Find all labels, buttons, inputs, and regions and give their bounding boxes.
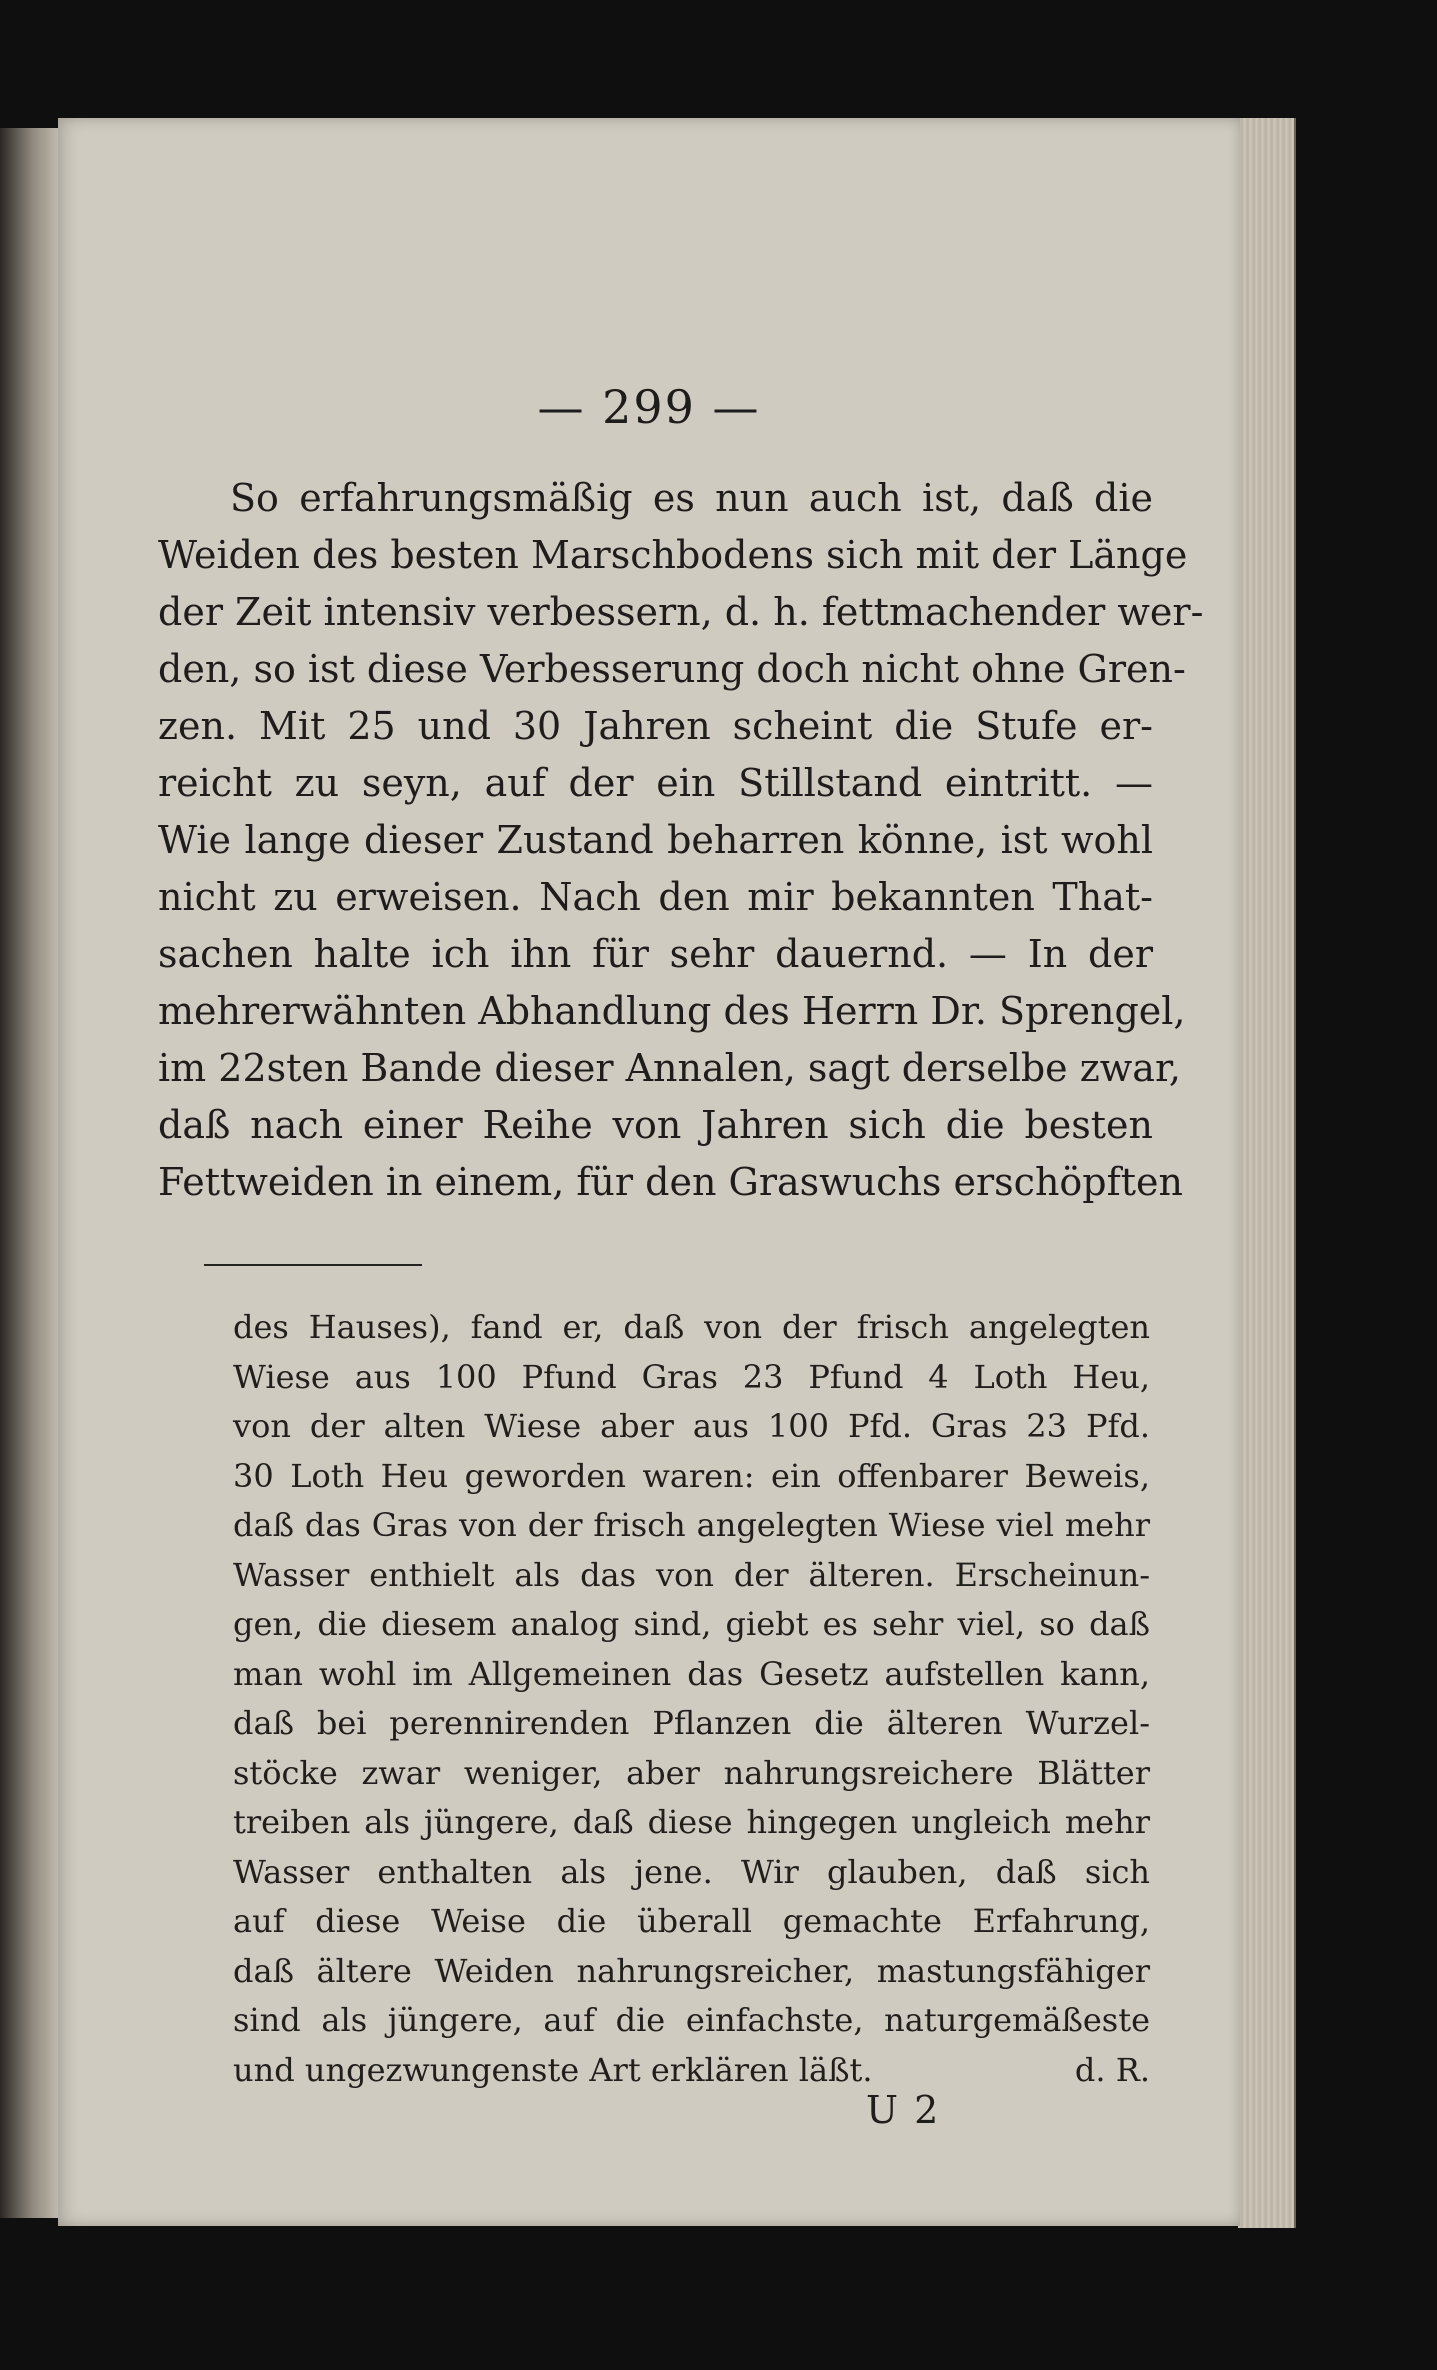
footnote-last-line xyxy=(233,2046,1150,2096)
footnote-line: des Hauses), fand er, daß von der frisch angelegten xyxy=(233,1308,1150,1346)
text-line: Fettweiden in einem, für den Graswuchs erschöpften xyxy=(158,1160,1183,1204)
footnote-line: man wohl im Allgemeinen das Gesetz aufstellen kann, xyxy=(233,1654,1150,1693)
footnote-divider xyxy=(204,1264,422,1266)
footnote-line: daß bei perennirenden Pflanzen die älteren Wurzel- xyxy=(233,1704,1150,1742)
footnote-line: auf diese Weise die überall gemachte Erfahrung, xyxy=(233,1902,1150,1940)
footnote-line: daß das Gras von der frisch angelegten Wiese viel mehr xyxy=(233,1506,1150,1544)
footnote-line: und ungezwungenste Art erklären läßt. xyxy=(233,2050,873,2089)
text-line: zen. Mit 25 und 30 Jahren scheint die Stufe er- xyxy=(158,704,1153,748)
text-line: daß nach einer Reihe von Jahren sich die besten xyxy=(158,1103,1153,1147)
footnote-line: Wasser enthalten als jene. Wir glauben, daß sich xyxy=(233,1852,1150,1891)
book-page xyxy=(58,118,1240,2226)
footnote-line: 30 Loth Heu geworden waren: ein offenbarer Beweis, xyxy=(233,1456,1150,1495)
page-number: — 299 — xyxy=(537,380,761,434)
footnote-signature: d. R. xyxy=(1074,2050,1150,2089)
text-line: sachen halte ich ihn für sehr dauernd. — In der xyxy=(158,932,1153,976)
main-text xyxy=(158,470,1204,1211)
footnote-line: von der alten Wiese aber aus 100 Pfd. Gras 23 Pfd. xyxy=(233,1407,1150,1445)
footnote-line: Wasser enthielt als das von der älteren. Erscheinun- xyxy=(233,1555,1150,1594)
text-line: Weiden des besten Marschbodens sich mit der Länge xyxy=(158,533,1188,577)
text-line: der Zeit intensiv verbessern, d. h. fettmachender wer- xyxy=(158,590,1204,634)
printer-signature-mark: U 2 xyxy=(866,2088,941,2132)
text-line: Wie lange dieser Zustand beharren könne, ist wohl xyxy=(158,818,1153,862)
text-line: reicht zu seyn, auf der ein Stillstand eintritt. — xyxy=(158,761,1153,805)
footnote-line: treiben als jüngere, daß diese hingegen ungleich mehr xyxy=(233,1803,1150,1841)
text-line: den, so ist diese Verbesserung doch nicht ohne Gren- xyxy=(158,647,1186,691)
footnote-line: Wiese aus 100 Pfund Gras 23 Pfund 4 Loth Heu, xyxy=(233,1357,1150,1396)
footnote-line: stöcke zwar weniger, aber nahrungsreichere Blätter xyxy=(233,1753,1150,1792)
text-line: nicht zu erweisen. Nach den mir bekannten That- xyxy=(158,875,1153,919)
footnote-line: daß ältere Weiden nahrungsreicher, mastungsfähiger xyxy=(233,1951,1150,1990)
footnote-line: gen, die diesem analog sind, giebt es sehr viel, so daß xyxy=(233,1605,1150,1643)
text-line: So erfahrungsmäßig es nun auch ist, daß die xyxy=(230,476,1153,520)
text-line: mehrerwähnten Abhandlung des Herrn Dr. Sprengel, xyxy=(158,989,1186,1033)
footnote xyxy=(233,1303,1150,2095)
text-line: im 22sten Bande dieser Annalen, sagt derselbe zwar, xyxy=(158,1046,1182,1090)
book-page-edges xyxy=(1238,118,1296,2228)
footnote-line: sind als jüngere, auf die einfachste, naturgemäßeste xyxy=(233,2001,1150,2039)
